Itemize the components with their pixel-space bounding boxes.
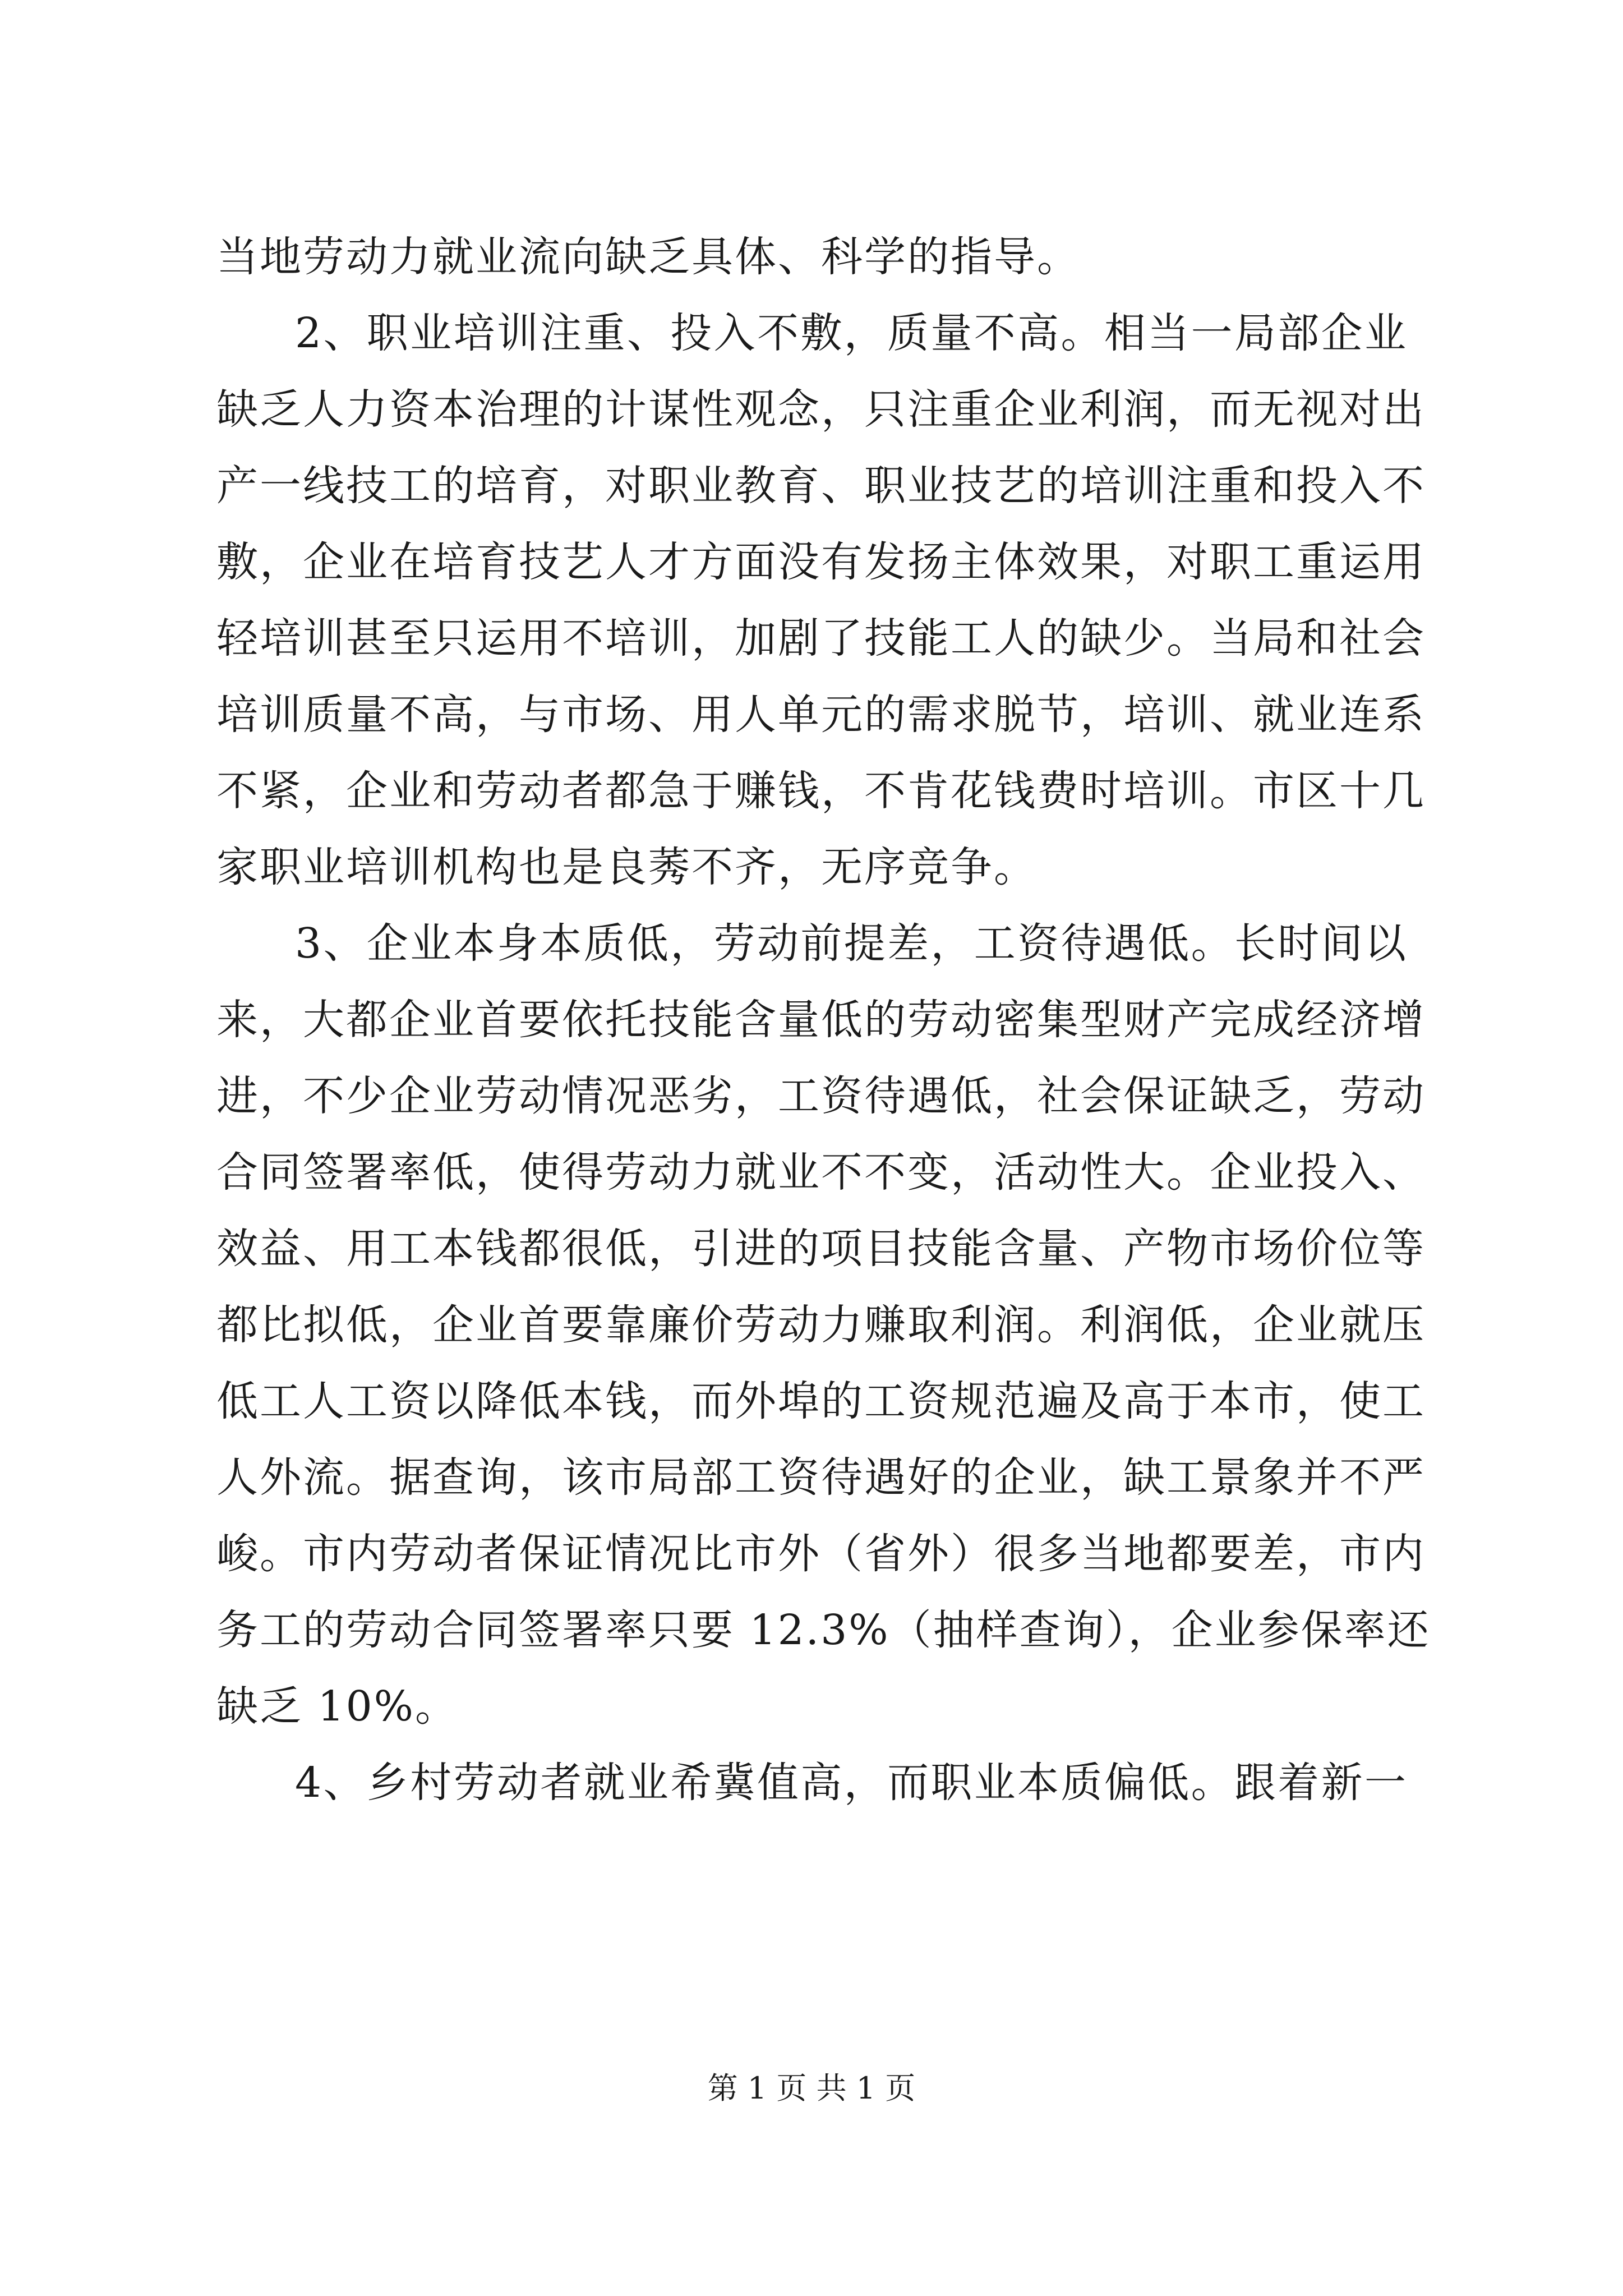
- text-line: 都比拟低，企业首要靠廉价劳动力赚取利润。利润低，企业就压: [216, 1301, 1426, 1349]
- text-line: 培训质量不高，与市场、用人单元的需求脱节，培训、就业连系: [216, 691, 1426, 739]
- text-line: 敷，企业在培育技艺人才方面没有发扬主体效果，对职工重运用: [216, 538, 1426, 586]
- text-line: 来，大都企业首要依托技能含量低的劳动密集型财产完成经济增: [216, 996, 1426, 1044]
- text-line: 低工人工资以降低本钱，而外埠的工资规范遍及高于本市，使工: [216, 1377, 1426, 1425]
- text-line: 峻。市内劳动者保证情况比市外（省外）很多当地都要差，市内: [216, 1530, 1426, 1578]
- text-line: 缺乏 10%。: [216, 1682, 458, 1731]
- page-footer: 第 1 页 共 1 页: [707, 2070, 916, 2106]
- text-line: 不紧，企业和劳动者都急于赚钱，不肯花钱费时培训。市区十几: [216, 767, 1426, 815]
- text-line: 进，不少企业劳动情况恶劣，工资待遇低，社会保证缺乏，劳动: [216, 1072, 1426, 1120]
- text-line: 缺乏人力资本治理的计谋性观念，只注重企业利润，而无视对出: [216, 385, 1426, 434]
- text-line: 效益、用工本钱都很低，引进的项目技能含量、产物市场价位等: [216, 1225, 1426, 1273]
- body-text: [216, 219, 1431, 1821]
- text-line: 家职业培训机构也是良莠不齐，无序竞争。: [216, 843, 1037, 891]
- text-line: 合同签署率低，使得劳动力就业不不变，活动性大。企业投入、: [216, 1148, 1426, 1197]
- text-line: 轻培训甚至只运用不培训，加剧了技能工人的缺少。当局和社会: [216, 614, 1426, 662]
- text-line: 2、职业培训注重、投入不敷，质量不高。相当一局部企业: [295, 309, 1408, 357]
- text-line: 人外流。据查询，该市局部工资待遇好的企业，缺工景象并不严: [216, 1453, 1426, 1502]
- text-line: 4、乡村劳动者就业希冀值高，而职业本质偏低。跟着新一: [295, 1759, 1408, 1807]
- text-line: 3、企业本身本质低，劳动前提差，工资待遇低。长时间以: [295, 919, 1408, 968]
- text-line: 产一线技工的培育，对职业教育、职业技艺的培训注重和投入不: [216, 462, 1426, 510]
- text-line: 务工的劳动合同签署率只要 12.3%（抽样查询），企业参保率还: [216, 1606, 1431, 1654]
- text-line: 当地劳动力就业流向缺乏具体、科学的指导。: [216, 233, 1080, 281]
